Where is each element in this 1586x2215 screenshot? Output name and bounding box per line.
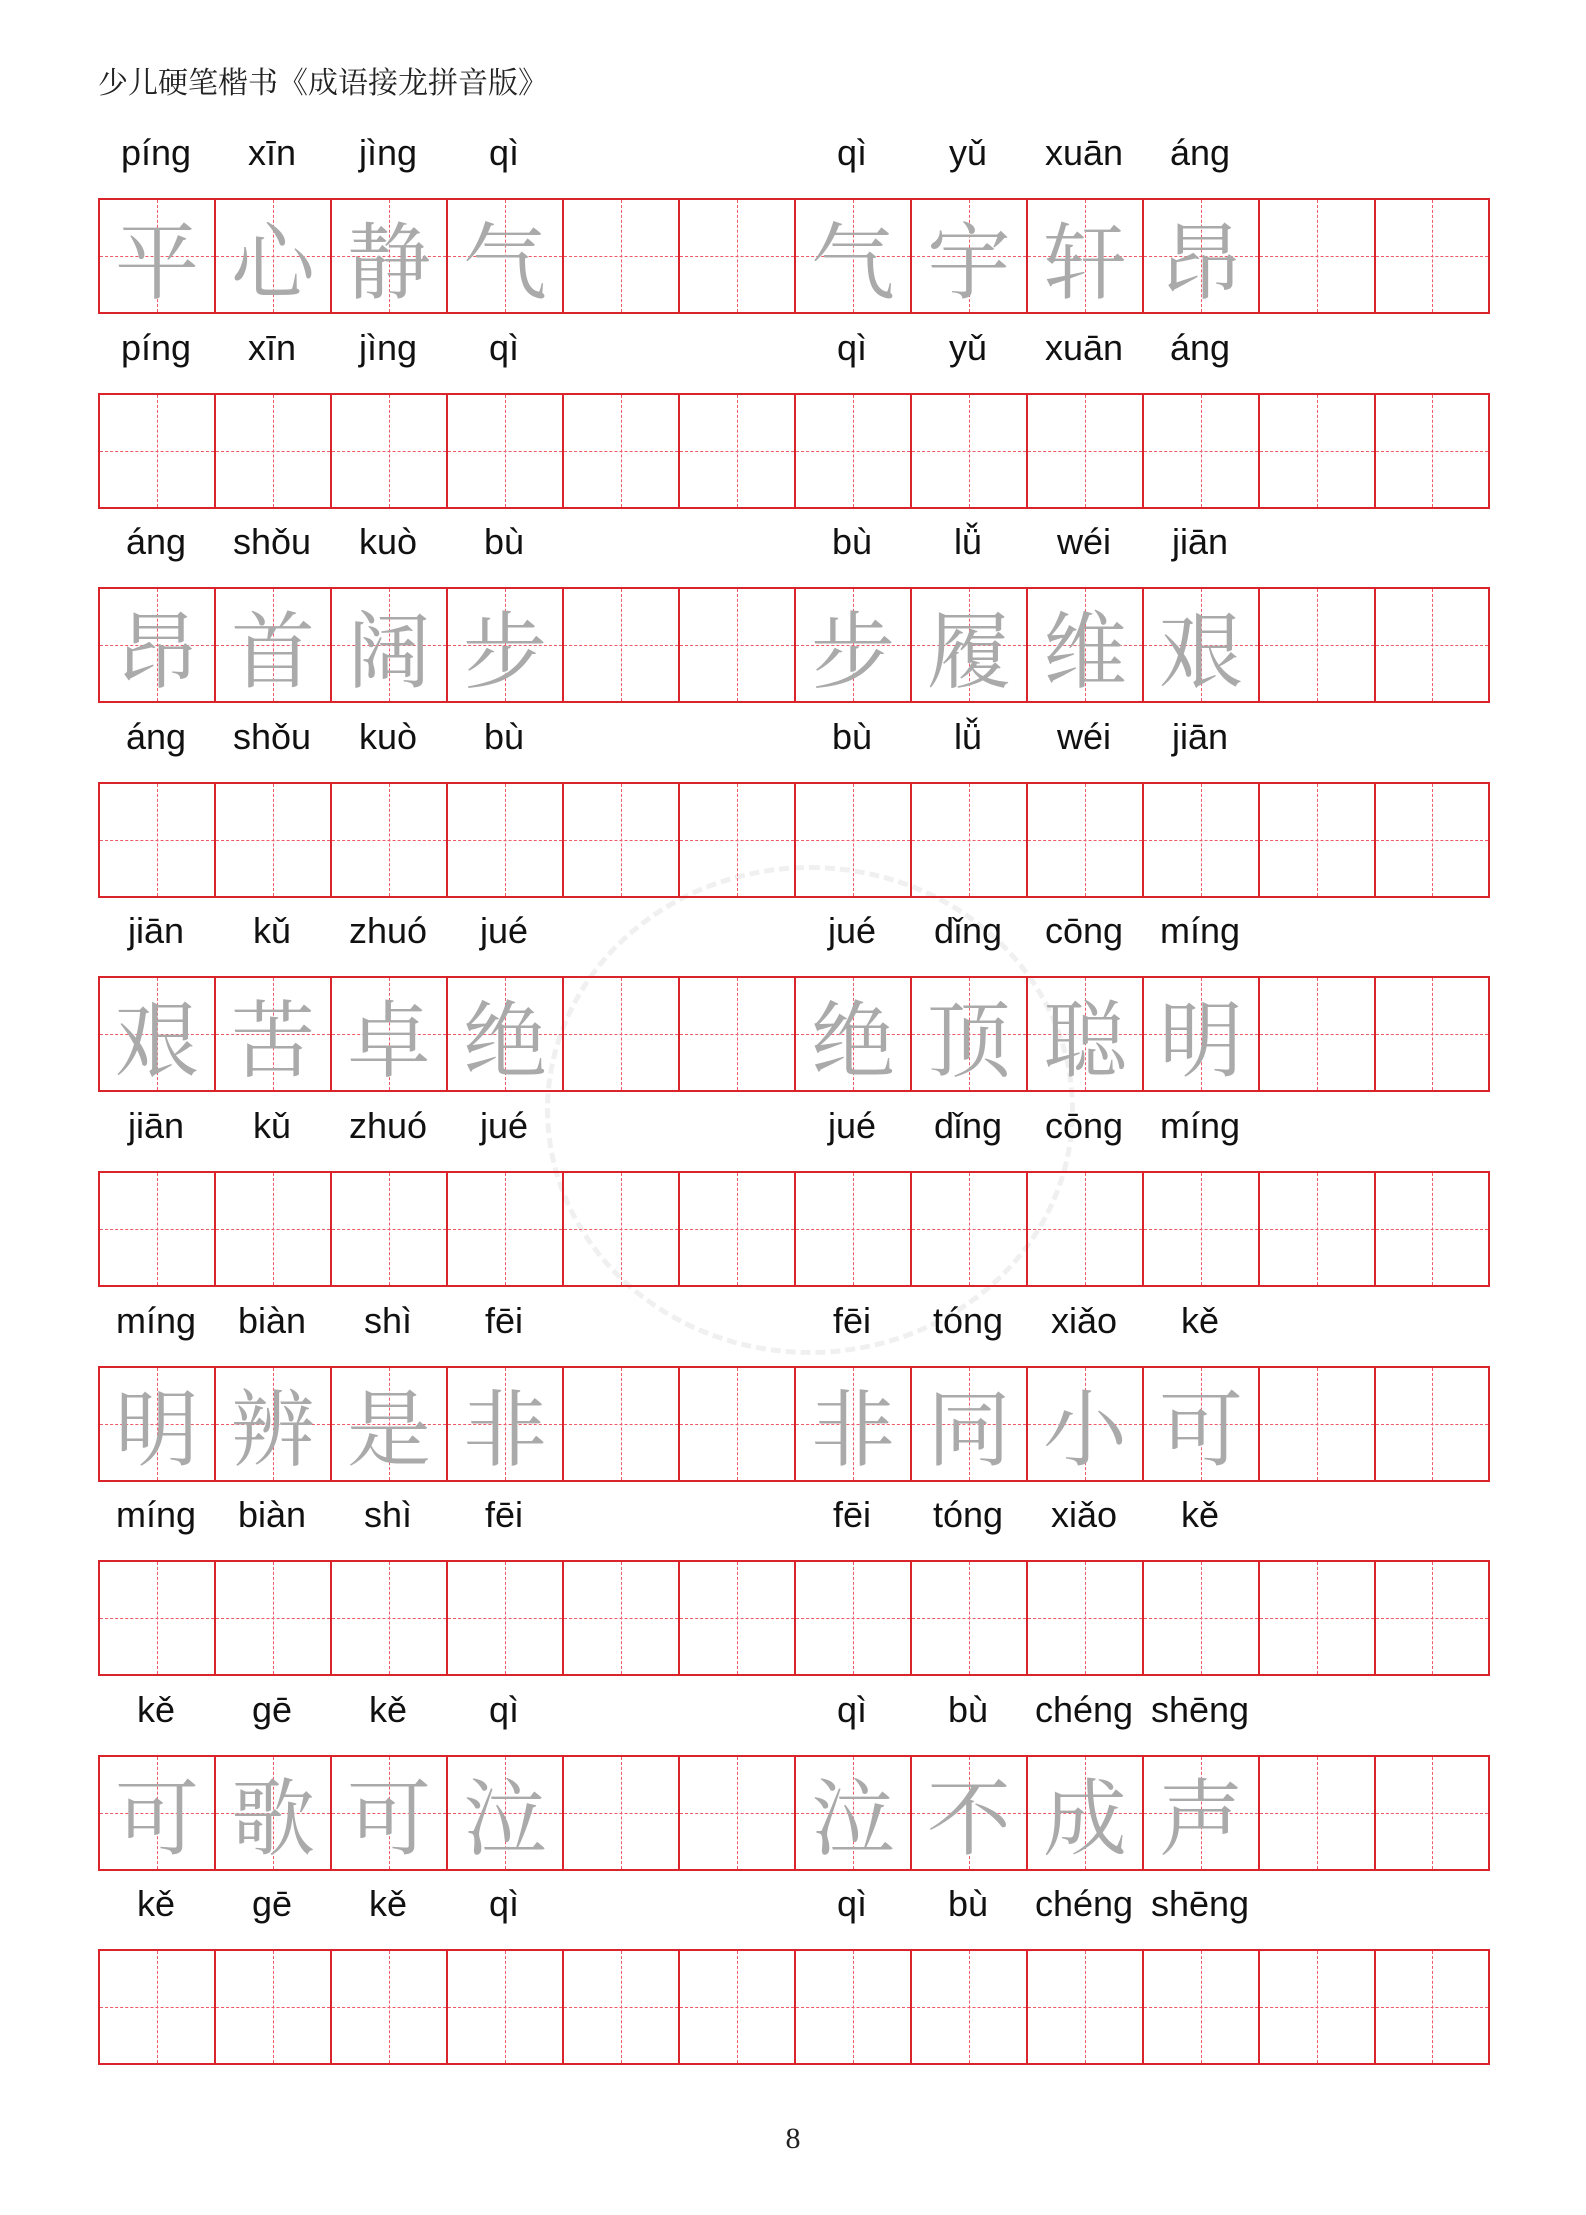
tracing-character: 是 (346, 1381, 431, 1480)
pinyin-line (98, 716, 1490, 766)
pinyin-syllable: fēi (484, 1299, 524, 1341)
writing-cell (1142, 1951, 1258, 2063)
tracing-character: 可 (114, 1770, 199, 1869)
tianzige-grid (98, 587, 1490, 703)
writing-cell (562, 1562, 678, 1674)
pinyin-syllable: píng (120, 326, 192, 368)
writing-cell (562, 978, 678, 1090)
pinyin-line (98, 910, 1490, 960)
writing-cell (1258, 1368, 1374, 1480)
pinyin-syllable: fēi (832, 1494, 872, 1536)
tracing-character: 声 (1158, 1770, 1243, 1869)
tracing-character: 小 (1042, 1381, 1127, 1480)
writing-cell (1258, 1951, 1374, 2063)
writing-cell (678, 1757, 794, 1869)
writing-cell (446, 200, 562, 312)
pinyin-syllable: biàn (237, 1494, 307, 1536)
writing-cell (98, 395, 214, 507)
tianzige-grid (98, 1949, 1490, 2065)
writing-cell (562, 589, 678, 701)
pinyin-syllable: míng (115, 1299, 197, 1341)
tracing-character: 静 (346, 213, 431, 312)
pinyin-syllable: dǐng (933, 910, 1003, 952)
writing-cell (446, 1951, 562, 2063)
pinyin-syllable: qì (488, 326, 520, 368)
writing-cell (562, 200, 678, 312)
pinyin-syllable: áng (125, 715, 187, 757)
writing-cell (794, 1368, 910, 1480)
writing-cell (1374, 200, 1490, 312)
pinyin-syllable: qì (488, 132, 520, 173)
tracing-character: 泣 (810, 1770, 895, 1869)
tracing-character: 非 (462, 1381, 547, 1480)
writing-cell (330, 395, 446, 507)
writing-cell (910, 1368, 1026, 1480)
page-number: 8 (785, 2122, 801, 2155)
tracing-character: 轩 (1042, 213, 1127, 312)
writing-cell (446, 1757, 562, 1869)
pinyin-line (98, 1300, 1490, 1350)
pinyin-syllable: qì (488, 1883, 520, 1925)
pinyin-syllable: míng (1159, 910, 1241, 952)
pinyin-syllable: kě (136, 1883, 176, 1925)
pinyin-syllable: wéi (1056, 521, 1112, 563)
writing-cell (330, 978, 446, 1090)
writing-cell (678, 1562, 794, 1674)
pinyin-syllable: kě (368, 1883, 408, 1925)
pinyin-syllable: tóng (932, 1299, 1004, 1341)
tracing-character: 可 (346, 1770, 431, 1869)
pinyin-syllable: bù (947, 1883, 989, 1925)
pinyin-syllable: jué (827, 910, 877, 952)
tracing-character: 昂 (114, 602, 199, 701)
pinyin-syllable: áng (1169, 132, 1231, 173)
writing-cell (214, 395, 330, 507)
writing-cell (98, 200, 214, 312)
writing-cell (678, 589, 794, 701)
writing-cell (678, 978, 794, 1090)
pinyin-syllable: kě (368, 1688, 408, 1730)
writing-cell (1026, 1368, 1142, 1480)
writing-cell (330, 784, 446, 896)
tianzige-grid (98, 976, 1490, 1092)
pinyin-syllable: jiān (1171, 521, 1229, 563)
pinyin-syllable: xiǎo (1050, 1494, 1118, 1536)
writing-cell (98, 1368, 214, 1480)
writing-cell (1142, 200, 1258, 312)
pinyin-syllable: xīn (247, 132, 297, 173)
pinyin-syllable: shì (363, 1494, 413, 1536)
tracing-character: 艰 (1158, 602, 1243, 701)
pinyin-syllable: lǚ (953, 715, 983, 757)
tracing-character: 可 (1158, 1381, 1243, 1480)
writing-cell (910, 395, 1026, 507)
writing-cell (446, 395, 562, 507)
writing-cell (1374, 1951, 1490, 2063)
writing-cell (794, 978, 910, 1090)
pinyin-syllable: bù (831, 521, 873, 563)
pinyin-line (98, 1494, 1490, 1544)
writing-cell (1258, 1562, 1374, 1674)
writing-cell (910, 978, 1026, 1090)
pinyin-syllable: shǒu (232, 715, 312, 757)
writing-cell (910, 1562, 1026, 1674)
writing-cell (1142, 978, 1258, 1090)
writing-cell (330, 1173, 446, 1285)
writing-cell (794, 395, 910, 507)
pinyin-syllable: fēi (484, 1494, 524, 1536)
pinyin-line (98, 327, 1490, 377)
tracing-character: 辨 (230, 1381, 315, 1480)
writing-cell (446, 1562, 562, 1674)
writing-cell (1374, 395, 1490, 507)
pinyin-syllable: yǔ (948, 132, 988, 173)
pinyin-syllable: míng (115, 1494, 197, 1536)
pinyin-syllable: áng (1169, 326, 1231, 368)
writing-cell (794, 1757, 910, 1869)
tracing-character: 同 (926, 1381, 1011, 1480)
tracing-character: 不 (926, 1770, 1011, 1869)
writing-cell (1026, 1757, 1142, 1869)
writing-cell (446, 978, 562, 1090)
pinyin-syllable: chéng (1034, 1883, 1134, 1925)
writing-cell (1374, 784, 1490, 896)
writing-cell (1026, 1951, 1142, 2063)
writing-cell (1258, 1173, 1374, 1285)
tracing-character: 绝 (462, 991, 547, 1090)
tracing-character: 歌 (230, 1770, 315, 1869)
tracing-character: 顶 (926, 991, 1011, 1090)
pinyin-syllable: píng (120, 132, 192, 173)
writing-cell (214, 1757, 330, 1869)
pinyin-syllable: kǔ (252, 1105, 292, 1146)
writing-cell (98, 1173, 214, 1285)
pinyin-syllable: qì (836, 1883, 868, 1925)
tracing-character: 聪 (1042, 991, 1127, 1090)
writing-cell (1026, 1173, 1142, 1285)
writing-cell (1142, 395, 1258, 507)
writing-cell (1142, 1368, 1258, 1480)
tianzige-grid (98, 1755, 1490, 1871)
tianzige-grid (98, 782, 1490, 898)
writing-cell (1258, 200, 1374, 312)
writing-cell (214, 1368, 330, 1480)
pinyin-syllable: zhuó (348, 910, 428, 952)
writing-cell (678, 1173, 794, 1285)
writing-cell (214, 1562, 330, 1674)
writing-cell (794, 589, 910, 701)
writing-cell (1142, 589, 1258, 701)
writing-cell (794, 1173, 910, 1285)
pinyin-line (98, 1883, 1490, 1933)
pinyin-syllable: gē (251, 1688, 293, 1730)
pinyin-syllable: bù (947, 1688, 989, 1730)
pinyin-syllable: shēng (1150, 1883, 1250, 1925)
pinyin-syllable: lǚ (953, 521, 983, 563)
writing-cell (1374, 1562, 1490, 1674)
writing-cell (330, 200, 446, 312)
writing-cell (214, 589, 330, 701)
writing-cell (98, 1951, 214, 2063)
writing-cell (446, 589, 562, 701)
pinyin-syllable: kuò (358, 521, 418, 563)
tracing-character: 气 (462, 213, 547, 312)
pinyin-syllable: jué (479, 1105, 529, 1146)
tracing-character: 非 (810, 1381, 895, 1480)
writing-cell (678, 1951, 794, 2063)
pinyin-syllable: xuān (1044, 132, 1124, 173)
pinyin-syllable: qì (488, 1688, 520, 1730)
pinyin-syllable: fēi (832, 1299, 872, 1341)
pinyin-syllable: shǒu (232, 521, 312, 563)
tracing-character: 步 (462, 602, 547, 701)
tracing-character: 履 (926, 602, 1011, 701)
pinyin-syllable: zhuó (348, 1105, 428, 1146)
writing-cell (1374, 1368, 1490, 1480)
writing-cell (330, 589, 446, 701)
pinyin-syllable: xiǎo (1050, 1299, 1118, 1341)
writing-cell (330, 1757, 446, 1869)
writing-cell (910, 589, 1026, 701)
writing-cell (1142, 784, 1258, 896)
writing-cell (562, 1173, 678, 1285)
writing-cell (1258, 784, 1374, 896)
tracing-character: 绝 (810, 991, 895, 1090)
writing-cell (794, 784, 910, 896)
pinyin-syllable: qì (836, 326, 868, 368)
writing-cell (98, 1562, 214, 1674)
writing-cell (910, 1757, 1026, 1869)
writing-cell (562, 1951, 678, 2063)
tracing-character: 阔 (346, 602, 431, 701)
pinyin-syllable: dǐng (933, 1105, 1003, 1146)
tracing-character: 明 (114, 1381, 199, 1480)
pinyin-syllable: cōng (1044, 1105, 1124, 1146)
tracing-character: 维 (1042, 602, 1127, 701)
writing-cell (1258, 395, 1374, 507)
writing-cell (678, 200, 794, 312)
pinyin-syllable: áng (125, 521, 187, 563)
pinyin-syllable: biàn (237, 1299, 307, 1341)
writing-cell (446, 1173, 562, 1285)
writing-cell (794, 1562, 910, 1674)
writing-cell (330, 1951, 446, 2063)
writing-cell (794, 200, 910, 312)
pinyin-line (98, 132, 1490, 182)
pinyin-syllable: tóng (932, 1494, 1004, 1536)
pinyin-syllable: chéng (1034, 1688, 1134, 1730)
tracing-character: 昂 (1158, 213, 1243, 312)
tracing-character: 气 (810, 213, 895, 312)
pinyin-syllable: bù (483, 521, 525, 563)
writing-cell (1026, 978, 1142, 1090)
writing-cell (214, 1951, 330, 2063)
writing-cell (446, 784, 562, 896)
writing-cell (678, 1368, 794, 1480)
writing-cell (678, 395, 794, 507)
writing-cell (1142, 1757, 1258, 1869)
pinyin-syllable: cōng (1044, 910, 1124, 952)
pinyin-syllable: bù (831, 715, 873, 757)
writing-cell (562, 395, 678, 507)
tianzige-grid (98, 1171, 1490, 1287)
writing-cell (910, 784, 1026, 896)
writing-cell (910, 200, 1026, 312)
pinyin-syllable: jiān (1171, 715, 1229, 757)
writing-cell (1374, 978, 1490, 1090)
writing-cell (98, 1757, 214, 1869)
tracing-character: 成 (1042, 1770, 1127, 1869)
pinyin-line (98, 1105, 1490, 1155)
writing-cell (214, 1173, 330, 1285)
pinyin-syllable: wéi (1056, 715, 1112, 757)
writing-cell (910, 1951, 1026, 2063)
writing-cell (1374, 589, 1490, 701)
writing-cell (1026, 589, 1142, 701)
tracing-character: 步 (810, 602, 895, 701)
pinyin-syllable: shì (363, 1299, 413, 1341)
pinyin-syllable: kě (136, 1688, 176, 1730)
pinyin-syllable: jìng (358, 326, 418, 368)
writing-cell (1026, 200, 1142, 312)
writing-cell (562, 784, 678, 896)
tracing-character: 艰 (114, 991, 199, 1090)
tracing-character: 卓 (346, 991, 431, 1090)
tianzige-grid (98, 1560, 1490, 1676)
writing-cell (214, 784, 330, 896)
tracing-character: 明 (1158, 991, 1243, 1090)
pinyin-syllable: qì (836, 132, 868, 173)
writing-cell (330, 1368, 446, 1480)
pinyin-syllable: jiān (127, 1105, 185, 1146)
pinyin-syllable: kě (1180, 1494, 1220, 1536)
tracing-character: 首 (230, 602, 315, 701)
pinyin-syllable: qì (836, 1688, 868, 1730)
tracing-character: 泣 (462, 1770, 547, 1869)
tracing-character: 宇 (926, 213, 1011, 312)
pinyin-syllable: míng (1159, 1105, 1241, 1146)
pinyin-line (98, 1689, 1490, 1739)
writing-cell (214, 978, 330, 1090)
tianzige-grid (98, 1366, 1490, 1482)
writing-cell (678, 784, 794, 896)
pinyin-syllable: jué (827, 1105, 877, 1146)
pinyin-syllable: kuò (358, 715, 418, 757)
pinyin-syllable: kě (1180, 1299, 1220, 1341)
pinyin-syllable: jué (479, 910, 529, 952)
writing-cell (1142, 1173, 1258, 1285)
tracing-character: 心 (230, 213, 315, 312)
tianzige-grid (98, 198, 1490, 314)
pinyin-syllable: jìng (358, 132, 418, 173)
pinyin-syllable: gē (251, 1883, 293, 1925)
pinyin-syllable: yǔ (948, 326, 988, 368)
writing-cell (1026, 1562, 1142, 1674)
writing-cell (330, 1562, 446, 1674)
writing-cell (1026, 784, 1142, 896)
pinyin-syllable: jiān (127, 910, 185, 952)
tracing-character: 苦 (230, 991, 315, 1090)
writing-cell (98, 784, 214, 896)
writing-cell (1258, 978, 1374, 1090)
writing-cell (1374, 1757, 1490, 1869)
writing-cell (1258, 1757, 1374, 1869)
writing-cell (794, 1951, 910, 2063)
pinyin-syllable: xīn (247, 326, 297, 368)
writing-cell (562, 1368, 678, 1480)
pinyin-syllable: xuān (1044, 326, 1124, 368)
writing-cell (1258, 589, 1374, 701)
writing-cell (1026, 395, 1142, 507)
writing-cell (98, 589, 214, 701)
pinyin-line (98, 521, 1490, 571)
writing-cell (446, 1368, 562, 1480)
pinyin-syllable: shēng (1150, 1688, 1250, 1730)
page-title: 少儿硬笔楷书《成语接龙拼音版》 (98, 66, 548, 101)
writing-cell (1142, 1562, 1258, 1674)
writing-cell (1374, 1173, 1490, 1285)
writing-cell (214, 200, 330, 312)
writing-cell (562, 1757, 678, 1869)
tianzige-grid (98, 393, 1490, 509)
writing-cell (98, 978, 214, 1090)
pinyin-syllable: kǔ (252, 910, 292, 952)
tracing-character: 平 (114, 213, 199, 312)
pinyin-syllable: bù (483, 715, 525, 757)
writing-cell (910, 1173, 1026, 1285)
